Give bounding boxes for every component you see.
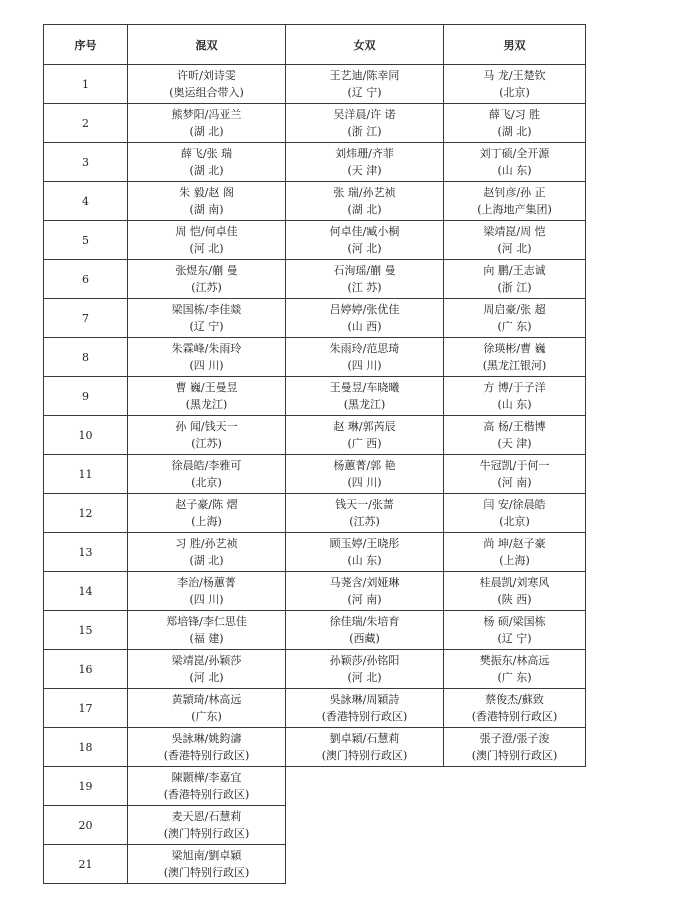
mixed-doubles-cell [128, 221, 286, 260]
pair-names: 张煜东/蒯 曼 [175, 264, 238, 277]
pair-names: 方 博/于子洋 [483, 381, 546, 394]
mixed-doubles-cell [128, 338, 286, 377]
empty-cell [286, 806, 444, 845]
row-index: 8 [44, 338, 128, 377]
pair-names: 杨蕙菁/郭 艳 [333, 459, 396, 472]
pair-names: 向 鹏/王志诚 [483, 264, 546, 277]
pair-names: 马 龙/王楚钦 [483, 69, 546, 82]
header-mixed-doubles: 混双 [128, 25, 286, 65]
pair-names: 马荛含/刘娅琳 [329, 576, 400, 589]
pair-names: 吳詠琳/周穎詩 [329, 693, 400, 706]
row-index: 6 [44, 260, 128, 299]
pair-region: (浙 江) [347, 125, 382, 138]
pair-region: (山 东) [497, 398, 532, 411]
pair-region: (北京) [499, 86, 530, 99]
pair-region: (福 建) [189, 632, 224, 645]
pair-names: 梁旭南/劉卓穎 [171, 849, 242, 862]
pair-region: (湖 北) [189, 125, 224, 138]
mixed-doubles-cell [128, 455, 286, 494]
pair-region: (上海) [499, 554, 530, 567]
pair-names: 蔡俊杰/蘇致 [485, 693, 544, 706]
pair-region: (四 川) [347, 359, 382, 372]
table-row [44, 767, 586, 806]
row-index: 16 [44, 650, 128, 689]
table-row [44, 806, 586, 845]
pair-region: (山 东) [347, 554, 382, 567]
roster-table [43, 24, 586, 884]
womens-doubles-cell [286, 494, 444, 533]
mens-doubles-cell [444, 650, 586, 689]
mens-doubles-cell [444, 299, 586, 338]
pair-region: (浙 江) [497, 281, 532, 294]
pair-names: 曹 巍/王曼昱 [175, 381, 238, 394]
pair-region: (河 北) [347, 242, 382, 255]
empty-cell [444, 767, 586, 806]
empty-cell [286, 767, 444, 806]
pair-names: 何卓佳/臧小桐 [329, 225, 400, 238]
row-index: 7 [44, 299, 128, 338]
mens-doubles-cell [444, 65, 586, 104]
womens-doubles-cell [286, 572, 444, 611]
pair-region: (广 东) [497, 671, 532, 684]
pair-names: 吕婷婷/张优佳 [329, 303, 400, 316]
mens-doubles-cell [444, 494, 586, 533]
table-row [44, 728, 586, 767]
pair-names: 赵钊彦/孙 正 [483, 186, 546, 199]
mixed-doubles-cell [128, 689, 286, 728]
pair-region: (澳门特别行政区) [163, 866, 250, 879]
header-mens-doubles: 男双 [444, 25, 586, 65]
pair-region: (四 川) [189, 359, 224, 372]
pair-region: (天 津) [497, 437, 532, 450]
table-row [44, 689, 586, 728]
pair-region: (山 东) [497, 164, 532, 177]
row-index: 17 [44, 689, 128, 728]
row-index: 20 [44, 806, 128, 845]
pair-names: 周 恺/何卓佳 [175, 225, 238, 238]
pair-names: 桂晨凯/刘寒风 [479, 576, 550, 589]
table-row [44, 143, 586, 182]
pair-names: 吳詠琳/姚鈞濤 [171, 732, 242, 745]
pair-region: (湖 北) [189, 164, 224, 177]
pair-region: (四 川) [347, 476, 382, 489]
mens-doubles-cell [444, 182, 586, 221]
row-index: 3 [44, 143, 128, 182]
pair-region: (河 北) [347, 671, 382, 684]
pair-names: 張子澄/張子浚 [479, 732, 550, 745]
header-index: 序号 [44, 25, 128, 65]
pair-region: (上海地产集团) [477, 203, 552, 216]
pair-region: (河 北) [189, 671, 224, 684]
header-womens-doubles: 女双 [286, 25, 444, 65]
row-index: 4 [44, 182, 128, 221]
table-row [44, 104, 586, 143]
pair-names: 王艺迪/陈幸同 [329, 69, 400, 82]
table-row [44, 533, 586, 572]
table-row [44, 221, 586, 260]
pair-region: (河 北) [497, 242, 532, 255]
table-row [44, 338, 586, 377]
row-index: 13 [44, 533, 128, 572]
pair-region: (广 西) [347, 437, 382, 450]
mens-doubles-cell [444, 104, 586, 143]
pair-region: (陕 西) [497, 593, 532, 606]
table-row [44, 260, 586, 299]
mens-doubles-cell [444, 143, 586, 182]
pair-region: (香港特别行政区) [163, 788, 250, 801]
womens-doubles-cell [286, 533, 444, 572]
mixed-doubles-cell [128, 143, 286, 182]
womens-doubles-cell [286, 338, 444, 377]
pair-names: 熊梦阳/冯亚兰 [171, 108, 242, 121]
pair-names: 尚 坤/赵子豪 [483, 537, 546, 550]
pair-names: 徐佳瑞/朱培育 [329, 615, 400, 628]
pair-region: (四 川) [189, 593, 224, 606]
table-row [44, 572, 586, 611]
womens-doubles-cell [286, 104, 444, 143]
mens-doubles-cell [444, 455, 586, 494]
womens-doubles-cell [286, 182, 444, 221]
pair-names: 徐瑛彬/曹 巍 [483, 342, 546, 355]
pair-names: 赵子豪/陈 熠 [175, 498, 238, 511]
mixed-doubles-cell [128, 104, 286, 143]
row-index: 11 [44, 455, 128, 494]
pair-names: 薛飞/张 瑞 [180, 147, 233, 160]
mixed-doubles-cell [128, 416, 286, 455]
womens-doubles-cell [286, 650, 444, 689]
pair-names: 顾玉婷/王晓彤 [329, 537, 400, 550]
row-index: 19 [44, 767, 128, 806]
pair-names: 陳顥樺/李嘉宜 [171, 771, 242, 784]
empty-cell [286, 845, 444, 884]
pair-region: (黑龙江) [343, 398, 386, 411]
table-row [44, 65, 586, 104]
mixed-doubles-cell [128, 299, 286, 338]
pair-region: (广 东) [497, 320, 532, 333]
row-index: 18 [44, 728, 128, 767]
row-index: 1 [44, 65, 128, 104]
womens-doubles-cell [286, 416, 444, 455]
pair-names: 高 杨/王楷博 [483, 420, 546, 433]
womens-doubles-cell [286, 221, 444, 260]
mens-doubles-cell [444, 611, 586, 650]
pair-region: (湖 南) [189, 203, 224, 216]
mixed-doubles-cell [128, 650, 286, 689]
row-index: 15 [44, 611, 128, 650]
pair-names: 樊振东/林高远 [479, 654, 550, 667]
pair-region: (江苏) [349, 515, 380, 528]
pair-region: (香港特别行政区) [163, 749, 250, 762]
table-row [44, 650, 586, 689]
pair-region: (天 津) [347, 164, 382, 177]
pair-region: (香港特别行政区) [321, 710, 408, 723]
pair-region: (湖 北) [347, 203, 382, 216]
table-row [44, 416, 586, 455]
mens-doubles-cell [444, 689, 586, 728]
pair-names: 许昕/刘诗雯 [177, 69, 236, 82]
row-index: 5 [44, 221, 128, 260]
pair-region: (澳门特别行政区) [321, 749, 408, 762]
row-index: 12 [44, 494, 128, 533]
pair-names: 朱霖峰/朱雨玲 [171, 342, 242, 355]
pair-names: 梁靖崑/周 恺 [483, 225, 546, 238]
pair-region: (辽 宁) [189, 320, 224, 333]
pair-names: 薛飞/习 胜 [488, 108, 541, 121]
row-index: 21 [44, 845, 128, 884]
pair-region: (江 苏) [347, 281, 382, 294]
mixed-doubles-cell [128, 728, 286, 767]
mens-doubles-cell [444, 338, 586, 377]
row-index: 14 [44, 572, 128, 611]
pair-region: (河 南) [347, 593, 382, 606]
empty-cell [444, 845, 586, 884]
pair-region: (黑龙江银河) [482, 359, 547, 372]
pair-region: (河 北) [189, 242, 224, 255]
pair-region: (湖 北) [497, 125, 532, 138]
pair-names: 钱天一/张蔷 [335, 498, 394, 511]
pair-names: 孙颖莎/孙铭阳 [329, 654, 400, 667]
womens-doubles-cell [286, 65, 444, 104]
womens-doubles-cell [286, 377, 444, 416]
mens-doubles-cell [444, 221, 586, 260]
pair-names: 牛冠凯/于何一 [479, 459, 550, 472]
pair-region: (辽 宁) [347, 86, 382, 99]
pair-region: (澳门特别行政区) [163, 827, 250, 840]
table-row [44, 845, 586, 884]
table-row [44, 377, 586, 416]
pair-names: 李治/杨蕙菁 [177, 576, 236, 589]
table-row [44, 494, 586, 533]
pair-region: (湖 北) [189, 554, 224, 567]
mixed-doubles-cell [128, 65, 286, 104]
mens-doubles-cell [444, 728, 586, 767]
pair-region: (河 南) [497, 476, 532, 489]
pair-names: 梁靖崑/孙颖莎 [171, 654, 242, 667]
pair-region: (西藏) [349, 632, 380, 645]
pair-names: 朱雨玲/范思琦 [329, 342, 400, 355]
mixed-doubles-cell [128, 611, 286, 650]
pair-names: 习 胜/孙艺祯 [175, 537, 238, 550]
roster-body [44, 65, 586, 884]
pair-region: (辽 宁) [497, 632, 532, 645]
table-row [44, 611, 586, 650]
mixed-doubles-cell [128, 182, 286, 221]
row-index: 10 [44, 416, 128, 455]
womens-doubles-cell [286, 689, 444, 728]
pair-names: 张 瑞/孙艺祯 [333, 186, 396, 199]
pair-names: 周启豪/张 超 [483, 303, 546, 316]
pair-region: (香港特别行政区) [471, 710, 558, 723]
pair-names: 闫 安/徐晨皓 [483, 498, 546, 511]
pair-region: (广东) [191, 710, 222, 723]
pair-region: (山 西) [347, 320, 382, 333]
mixed-doubles-cell [128, 572, 286, 611]
pair-region: (澳门特别行政区) [471, 749, 558, 762]
mixed-doubles-cell [128, 377, 286, 416]
mixed-doubles-cell [128, 533, 286, 572]
mixed-doubles-cell [128, 767, 286, 806]
pair-region: (北京) [499, 515, 530, 528]
empty-cell [444, 806, 586, 845]
pair-names: 黄頴琦/林高远 [171, 693, 242, 706]
pair-region: (江苏) [191, 281, 222, 294]
pair-names: 赵 琳/郭芮辰 [333, 420, 396, 433]
pair-names: 劉卓穎/石慧莉 [329, 732, 400, 745]
table-row [44, 455, 586, 494]
pair-region: (黑龙江) [185, 398, 228, 411]
womens-doubles-cell [286, 143, 444, 182]
pair-region: (北京) [191, 476, 222, 489]
pair-names: 孙 闻/钱天一 [175, 420, 238, 433]
pair-names: 梁国栋/李佳燚 [171, 303, 242, 316]
pair-names: 徐晨皓/李雅可 [171, 459, 242, 472]
pair-names: 刘丁硕/全开源 [479, 147, 550, 160]
mens-doubles-cell [444, 572, 586, 611]
pair-region: (奥运组合带入) [169, 86, 244, 99]
pair-names: 吴洋晨/许 诺 [333, 108, 396, 121]
mixed-doubles-cell [128, 494, 286, 533]
pair-names: 麦天恩/石慧莉 [171, 810, 242, 823]
womens-doubles-cell [286, 455, 444, 494]
row-index: 2 [44, 104, 128, 143]
mens-doubles-cell [444, 533, 586, 572]
pair-names: 郑培锋/李仁思佳 [166, 615, 247, 628]
pair-names: 刘炜珊/齐菲 [335, 147, 394, 160]
row-index: 9 [44, 377, 128, 416]
mens-doubles-cell [444, 260, 586, 299]
mixed-doubles-cell [128, 845, 286, 884]
mixed-doubles-cell [128, 260, 286, 299]
pair-names: 石洵瑶/蒯 曼 [333, 264, 396, 277]
table-row [44, 299, 586, 338]
pair-region: (江苏) [191, 437, 222, 450]
table-row [44, 182, 586, 221]
pair-region: (上海) [191, 515, 222, 528]
womens-doubles-cell [286, 611, 444, 650]
pair-names: 杨 硕/梁国栋 [483, 615, 546, 628]
mens-doubles-cell [444, 416, 586, 455]
womens-doubles-cell [286, 299, 444, 338]
womens-doubles-cell [286, 728, 444, 767]
womens-doubles-cell [286, 260, 444, 299]
pair-names: 王曼昱/车晓曦 [329, 381, 400, 394]
mens-doubles-cell [444, 377, 586, 416]
header-row [44, 25, 586, 65]
mixed-doubles-cell [128, 806, 286, 845]
pair-names: 朱 毅/赵 阁 [179, 186, 234, 199]
